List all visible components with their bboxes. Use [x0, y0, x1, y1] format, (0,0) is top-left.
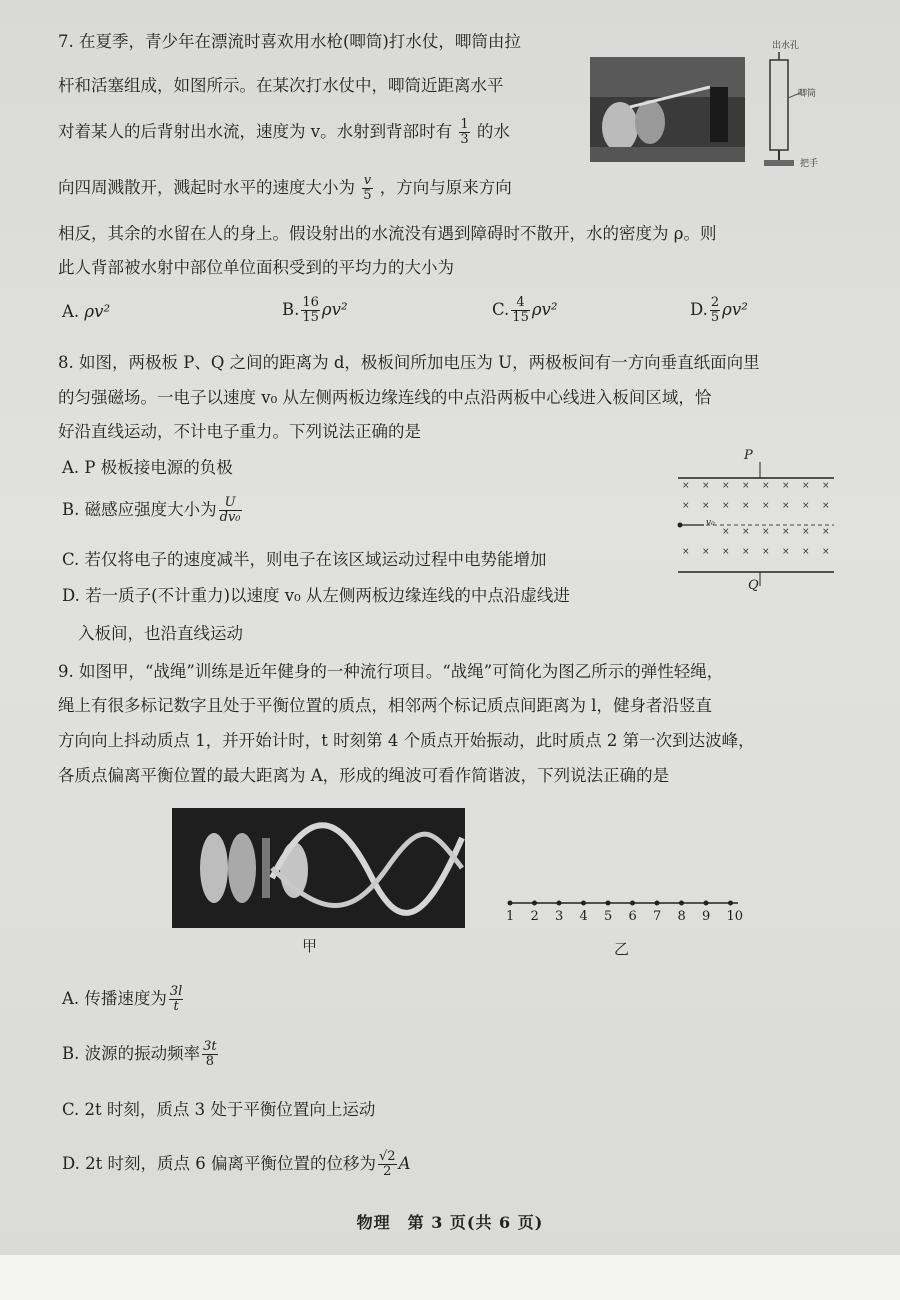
- q9-line-3: 方向向上抖动质点 1，并开始计时，t 时刻第 4 个质点开始振动，此时质点 2 第一次到达波峰，: [58, 731, 755, 750]
- barrel-label: 唧筒: [798, 89, 817, 99]
- battle-rope-photo: [172, 808, 465, 928]
- field-cross: ×: [682, 547, 690, 557]
- field-cross: ×: [822, 481, 830, 491]
- q8-line-2: 的匀强磁场。一电子以速度 v₀ 从左侧两板边缘连线的中点沿两板中心线进入板间区域，恰: [58, 388, 712, 407]
- rope-point: [655, 901, 660, 906]
- plate-p-label: P: [744, 448, 753, 463]
- rope-point: [557, 901, 562, 906]
- rope-point: [581, 901, 586, 906]
- q7-option-a: A. ρv²: [62, 302, 111, 321]
- figure-yi-label: 乙: [614, 940, 630, 958]
- field-cross: ×: [762, 481, 770, 491]
- outlet-label: 出水孔: [772, 41, 800, 51]
- q7-line-4: [58, 174, 512, 203]
- q7-line-4-tail: ，方向与原来方向: [379, 178, 512, 197]
- q7-line-3-text: 对着某人的后背射出水流，速度为 v。水射到背部时有: [58, 122, 453, 141]
- water-fight-photo: [590, 57, 745, 162]
- fraction-v-over-5: $\frac{v}{5}$: [363, 173, 372, 203]
- field-cross: ×: [802, 501, 810, 511]
- field-cross: ×: [682, 481, 690, 491]
- q7-line-5: 相反，其余的水留在人的身上。假设射出的水流没有遇到障碍时不散开，水的密度为 ρ。则: [58, 224, 717, 243]
- q9-option-d: D. 2t 时刻，质点 6 偏离平衡位置的位移为 $\frac{√2}{2}$ A: [62, 1149, 411, 1179]
- q9-line-2: 绳上有很多标记数字且处于平衡位置的质点，相邻两个标记质点间距离为 l，健身者沿竖直: [58, 696, 713, 715]
- q7-line-3: [58, 118, 510, 147]
- field-cross: ×: [822, 527, 830, 537]
- q9-option-a: A. 传播速度为 $\frac{3l}{t}$: [62, 984, 183, 1014]
- rope-point-label: 3: [555, 909, 564, 924]
- q7-option-d: D. $\frac{2}{5}$ ρv²: [690, 295, 748, 325]
- field-cross: ×: [722, 527, 730, 537]
- q7-line-4-text: 向四周溅散开，溅起时水平的速度大小为: [58, 178, 355, 197]
- field-cross: ×: [762, 547, 770, 557]
- rope-point: [606, 901, 611, 906]
- field-cross: ×: [682, 501, 690, 511]
- field-cross: ×: [822, 501, 830, 511]
- velocity-label: v₀: [706, 518, 715, 528]
- plate-q-label: Q: [748, 578, 759, 593]
- q8-option-d-line-1: D. 若一质子(不计重力)以速度 v₀ 从左侧两板边缘连线的中点沿虚线进: [62, 586, 570, 605]
- rope-point: [679, 901, 684, 906]
- rope-point: [704, 901, 709, 906]
- q9-line-4: 各质点偏离平衡位置的最大距离为 A，形成的绳波可看作简谐波，下列说法正确的是: [58, 766, 670, 785]
- rope-point-label: 2: [530, 909, 539, 924]
- field-cross: ×: [822, 547, 830, 557]
- field-cross: ×: [702, 481, 710, 491]
- field-cross: ×: [742, 501, 750, 511]
- rope-point: [508, 901, 513, 906]
- field-cross: ×: [802, 527, 810, 537]
- q8-line-3: 好沿直线运动，不计电子重力。下列说法正确的是: [58, 422, 421, 441]
- rope-point-label: 6: [628, 909, 637, 924]
- q7-option-b: B. $\frac{16}{15}$ ρv²: [282, 295, 348, 325]
- rope-point-label: 9: [702, 909, 711, 924]
- q8-line-1: 8. 如图，两极板 P、Q 之间的距离为 d，极板间所加电压为 U，两极板间有一方向垂直纸面向里: [58, 353, 760, 372]
- field-cross: ×: [742, 547, 750, 557]
- q7-line-2: 杆和活塞组成，如图所示。在某次打水仗中，唧筒近距离水平: [58, 76, 504, 95]
- rope-point-label: 7: [653, 909, 662, 924]
- field-cross: ×: [782, 481, 790, 491]
- rope-point: [728, 901, 733, 906]
- field-cross: ×: [782, 547, 790, 557]
- q7-line-6: 此人背部被水射中部位单位面积受到的平均力的大小为: [58, 258, 454, 277]
- handle-label: 把手: [800, 159, 819, 169]
- q9-line-1: 9. 如图甲，“战绳”训练是近年健身的一种流行项目。“战绳”可简化为图乙所示的弹性轻绳，: [58, 662, 724, 681]
- q7-line-3-tail: 的水: [476, 122, 510, 141]
- q8-option-c: C. 若仅将电子的速度减半，则电子在该区域运动过程中电势能增加: [62, 550, 547, 569]
- field-cross: ×: [722, 547, 730, 557]
- field-cross: ×: [722, 481, 730, 491]
- figure-jia-label: 甲: [302, 937, 318, 955]
- rope-point: [630, 901, 635, 906]
- field-cross: ×: [762, 501, 770, 511]
- field-cross: ×: [702, 547, 710, 557]
- plate-field-diagram: [672, 448, 842, 598]
- field-cross: ×: [742, 527, 750, 537]
- field-cross: ×: [762, 527, 770, 537]
- rope-point-label: 4: [579, 909, 588, 924]
- q7-line-1: 7. 在夏季，青少年在漂流时喜欢用水枪(唧筒)打水仗，唧筒由拉: [58, 32, 521, 51]
- q9-option-c: C. 2t 时刻，质点 3 处于平衡位置向上运动: [62, 1100, 376, 1119]
- q8-option-b: B. 磁感应强度大小为 $\frac{U}{\text{dv₀}}$: [62, 495, 241, 525]
- field-cross: ×: [722, 501, 730, 511]
- q7-option-c: C. $\frac{4}{15}$ ρv²: [492, 295, 558, 325]
- bottom-margin: [0, 1255, 900, 1300]
- page-footer: 物理 第 3 页(共 6 页): [356, 1213, 544, 1232]
- field-cross: ×: [742, 481, 750, 491]
- rope-point-label: 1: [506, 909, 515, 924]
- field-cross: ×: [782, 501, 790, 511]
- field-cross: ×: [802, 481, 810, 491]
- pump-diagram: [760, 38, 840, 173]
- rope-point: [532, 901, 537, 906]
- field-cross: ×: [782, 527, 790, 537]
- rope-point-label: 8: [677, 909, 686, 924]
- rope-point-label: 10: [726, 909, 744, 924]
- field-cross: ×: [802, 547, 810, 557]
- field-cross: ×: [702, 501, 710, 511]
- q9-option-b: B. 波源的振动频率 $\frac{3t}{8}$: [62, 1039, 217, 1069]
- rope-point-label: 5: [604, 909, 613, 924]
- q8-option-d-line-2: 入板间，也沿直线运动: [78, 624, 243, 643]
- fraction-one-third: $\frac{1}{3}$: [460, 117, 469, 147]
- q8-option-a: A. P 极板接电源的负极: [62, 458, 233, 477]
